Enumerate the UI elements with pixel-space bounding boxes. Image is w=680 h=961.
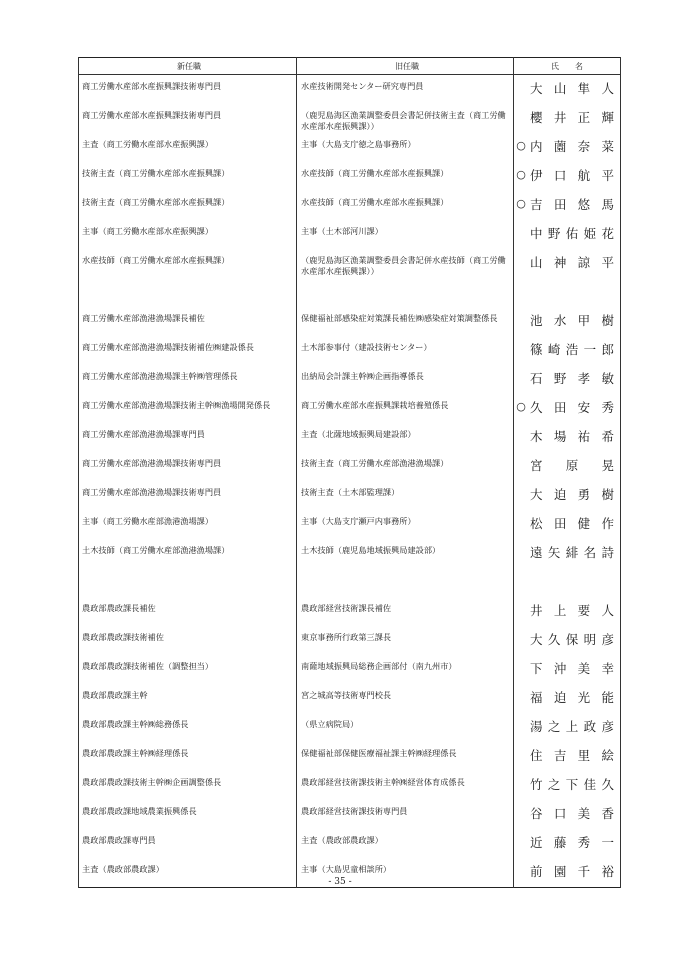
old-post-cell — [297, 133, 514, 162]
old-post-text: 水産技師（商工労働水産部水産振興課） — [301, 196, 449, 207]
new-appointee-mark: ○ — [516, 197, 526, 210]
person-name: 内薗奈菜 — [530, 138, 614, 154]
header-row — [79, 58, 621, 75]
new-post-cell — [79, 742, 297, 771]
person-name: 木場祐希 — [530, 428, 614, 444]
person-name: 吉田悠馬 — [530, 196, 614, 212]
old-post-text: 技術主査（土木部監理課） — [301, 486, 400, 497]
name-wrap — [514, 394, 620, 416]
spacer-cell — [297, 568, 514, 597]
old-post-cell — [297, 220, 514, 249]
name-wrap — [514, 220, 620, 242]
new-post-cell — [79, 191, 297, 220]
person-name: 久田安秀 — [530, 399, 614, 415]
name-wrap — [514, 771, 620, 793]
table-row — [79, 771, 621, 800]
person-name: 前園千裕 — [530, 863, 614, 879]
name-cell — [514, 655, 621, 684]
name-wrap — [514, 249, 620, 271]
old-post-cell — [297, 713, 514, 742]
new-post-text: 商工労働水産部水産振興課技術専門員 — [82, 81, 222, 91]
old-post-text: 技術主査（商工労働水産部漁港漁場課） — [301, 457, 449, 468]
name-wrap — [514, 423, 620, 445]
new-post-text: 農政部農政課主幹㈱経理係長 — [82, 747, 189, 758]
name-cell — [514, 829, 621, 858]
person-name: 大迫勇樹 — [530, 486, 614, 502]
name-cell — [514, 104, 621, 133]
new-post-cell — [79, 539, 297, 568]
old-post-text: （鹿児島海区漁業調整委員会書記併技術主査（商工労働水産部水産振興課）） — [301, 109, 506, 131]
name-cell — [514, 191, 621, 220]
old-post-text: 農政部経営技術課技術主幹㈱経営体育成係長 — [301, 776, 465, 787]
table-row — [79, 249, 621, 278]
new-post-cell — [79, 75, 297, 104]
old-post-text: 主査（農政部農政課） — [301, 834, 383, 845]
table-row — [79, 800, 621, 829]
old-post-cell — [297, 626, 514, 655]
old-post-text: 出納局会計課主幹㈱企画指導係長 — [301, 370, 424, 381]
table-row — [79, 510, 621, 539]
old-post-cell — [297, 684, 514, 713]
name-cell — [514, 713, 621, 742]
table-row — [79, 452, 621, 481]
table-row — [79, 423, 621, 452]
name-wrap — [514, 336, 620, 358]
new-post-cell — [79, 684, 297, 713]
new-post-cell — [79, 394, 297, 423]
old-post-cell — [297, 365, 514, 394]
new-post-cell — [79, 829, 297, 858]
table-row — [79, 133, 621, 162]
table-row — [79, 220, 621, 249]
new-post-text: 水産技師（商工労働水産部水産振興課） — [82, 254, 230, 265]
old-post-cell — [297, 162, 514, 191]
person-name: 山神諒平 — [530, 254, 614, 270]
personnel-table — [78, 57, 621, 888]
new-post-text: 農政部農政課長補佐 — [82, 602, 156, 613]
old-post-text: 主事（大島支庁瀬戸内事務所） — [301, 515, 416, 526]
old-post-text: 主事（大島支庁徳之島事務所） — [301, 138, 416, 149]
name-wrap — [514, 713, 620, 735]
new-post-cell — [79, 713, 297, 742]
table-row — [79, 713, 621, 742]
name-wrap — [514, 162, 620, 184]
person-name: 池水甲樹 — [530, 312, 614, 328]
name-cell — [514, 220, 621, 249]
person-name: 石野孝敏 — [530, 370, 614, 386]
new-post-text: 商工労働水産部漁港漁場課技術主幹㈱漁場開発係長 — [82, 399, 271, 410]
new-post-cell — [79, 626, 297, 655]
old-post-text: 水産技師（商工労働水産部水産振興課） — [301, 167, 449, 178]
table-row — [79, 162, 621, 191]
new-post-cell — [79, 336, 297, 365]
person-name: 遠矢緋名詩 — [530, 544, 614, 560]
name-wrap — [514, 104, 620, 126]
name-wrap — [514, 597, 620, 619]
new-post-text: 商工労働水産部漁港漁場課長補佐 — [82, 312, 205, 323]
person-name: 谷口美香 — [530, 805, 614, 821]
table-row — [79, 394, 621, 423]
name-wrap — [514, 539, 620, 561]
new-appointee-mark: ○ — [516, 168, 526, 181]
page-number: - 35 - — [328, 877, 352, 887]
new-post-cell — [79, 365, 297, 394]
table-row — [79, 191, 621, 220]
person-name: 湯之上政彦 — [530, 718, 614, 734]
new-post-cell — [79, 800, 297, 829]
new-post-cell — [79, 481, 297, 510]
person-name: 下沖美幸 — [530, 660, 614, 676]
new-post-text: 農政部農政課技術補佐（調整担当） — [82, 660, 214, 671]
new-post-cell — [79, 249, 297, 278]
name-wrap — [514, 510, 620, 532]
old-post-text: 水産技術開発センター研究専門員 — [301, 81, 424, 91]
old-post-text: 商工労働水産部水産振興課栽培養殖係長 — [301, 399, 449, 410]
name-cell — [514, 75, 621, 104]
name-cell — [514, 742, 621, 771]
old-post-cell — [297, 452, 514, 481]
person-name: 中野佑姫花 — [530, 225, 614, 241]
table-row — [79, 336, 621, 365]
person-name: 大山隼人 — [530, 81, 614, 96]
old-post-text: 南薩地域振興局総務企画部付（南九州市） — [301, 660, 457, 671]
name-wrap — [514, 742, 620, 764]
old-post-cell — [297, 771, 514, 800]
new-post-text: 主事（商工労働水産部水産振興課） — [82, 225, 214, 236]
name-cell — [514, 452, 621, 481]
table-row — [79, 307, 621, 336]
table-row — [79, 75, 621, 104]
header-name: 氏 名 — [514, 58, 621, 75]
old-post-cell — [297, 800, 514, 829]
old-post-cell — [297, 423, 514, 452]
person-name: 竹之下佳久 — [530, 776, 614, 792]
header-old-post: 旧任職 — [297, 58, 514, 75]
person-name: 井上要人 — [530, 602, 614, 618]
table-row — [79, 684, 621, 713]
new-post-text: 商工労働水産部漁港漁場課専門員 — [82, 428, 205, 439]
name-wrap — [514, 75, 620, 97]
old-post-cell — [297, 481, 514, 510]
new-post-text: 主事（商工労働水産部漁港漁場課） — [82, 515, 214, 526]
name-cell — [514, 336, 621, 365]
person-name: 松田健作 — [530, 515, 614, 531]
old-post-text: （県立病院局） — [301, 718, 359, 729]
old-post-text: 東京事務所行政第三課長 — [301, 631, 392, 642]
old-post-cell — [297, 655, 514, 684]
spacer-cell — [514, 278, 621, 307]
old-post-cell — [297, 249, 514, 278]
new-post-text: 農政部農政課主幹 — [82, 689, 148, 700]
new-post-text: 商工労働水産部漁港漁場課技術補佐㈱建設係長 — [82, 341, 254, 352]
new-post-cell — [79, 423, 297, 452]
old-post-text: 保健福祉部保健医療福祉課主幹㈱経理係長 — [301, 747, 457, 758]
table-row — [79, 597, 621, 626]
new-post-text: 農政部農政課技術主幹㈱企画調整係長 — [82, 776, 222, 787]
name-wrap — [514, 191, 620, 213]
table-row — [79, 742, 621, 771]
new-post-text: 商工労働水産部漁港漁場課主幹㈱管理係長 — [82, 370, 238, 381]
old-post-text: 宮之城高等技術専門校長 — [301, 689, 392, 700]
new-post-cell — [79, 655, 297, 684]
name-cell — [514, 365, 621, 394]
person-name: 宮原晃 — [530, 457, 614, 473]
old-post-text: 主事（土木部河川課） — [301, 225, 383, 236]
old-post-cell — [297, 191, 514, 220]
person-name: 櫻井正輝 — [530, 109, 614, 125]
new-post-cell — [79, 597, 297, 626]
table-row — [79, 655, 621, 684]
new-post-text: 技術主査（商工労働水産部水産振興課） — [82, 167, 230, 178]
new-post-text: 農政部農政課地域農業振興係長 — [82, 805, 197, 816]
name-wrap — [514, 800, 620, 822]
person-name: 福迫光能 — [530, 689, 614, 705]
new-post-text: 商工労働水産部漁港漁場課技術専門員 — [82, 486, 222, 497]
name-cell — [514, 423, 621, 452]
name-wrap — [514, 452, 620, 474]
old-post-text: 主事（大島児童相談所） — [301, 863, 392, 874]
name-cell — [514, 510, 621, 539]
new-post-cell — [79, 307, 297, 336]
new-post-cell — [79, 133, 297, 162]
new-post-cell — [79, 452, 297, 481]
old-post-cell — [297, 597, 514, 626]
header-new-post: 新任職 — [79, 58, 297, 75]
new-post-cell — [79, 771, 297, 800]
name-cell — [514, 539, 621, 568]
name-wrap — [514, 133, 620, 155]
old-post-text: （鹿児島海区漁業調整委員会書記併水産技師（商工労働水産部水産振興課）） — [301, 254, 506, 276]
new-post-text: 土木技師（商工労働水産部漁港漁場課） — [82, 544, 230, 555]
old-post-cell — [297, 829, 514, 858]
person-name: 大久保明彦 — [530, 631, 614, 647]
old-post-cell — [297, 539, 514, 568]
name-wrap — [514, 655, 620, 677]
new-post-cell — [79, 220, 297, 249]
group-spacer — [79, 278, 621, 307]
new-post-cell — [79, 162, 297, 191]
old-post-cell — [297, 104, 514, 133]
new-appointee-mark: ○ — [516, 400, 526, 413]
table-row — [79, 829, 621, 858]
old-post-text: 土木部参事付（建設技術センター） — [301, 341, 432, 352]
name-cell — [514, 307, 621, 336]
name-wrap — [514, 829, 620, 851]
spacer-cell — [297, 278, 514, 307]
new-post-text: 主査（農政部農政課） — [82, 863, 164, 874]
table-row — [79, 539, 621, 568]
old-post-text: 土木技師（鹿児島地域振興局建設部） — [301, 544, 441, 555]
new-post-text: 主査（商工労働水産部水産振興課） — [82, 138, 214, 149]
new-appointee-mark: ○ — [516, 139, 526, 152]
name-wrap — [514, 307, 620, 329]
name-cell — [514, 249, 621, 278]
new-post-cell — [79, 510, 297, 539]
group-spacer — [79, 568, 621, 597]
name-cell — [514, 162, 621, 191]
name-cell — [514, 597, 621, 626]
old-post-cell — [297, 394, 514, 423]
name-cell — [514, 684, 621, 713]
name-cell — [514, 481, 621, 510]
new-post-text: 商工労働水産部水産振興課技術専門員 — [82, 109, 222, 120]
old-post-cell — [297, 742, 514, 771]
name-cell — [514, 771, 621, 800]
name-cell — [514, 626, 621, 655]
old-post-text: 保健福祉部感染症対策課長補佐㈱感染症対策調整係長 — [301, 312, 498, 323]
old-post-cell — [297, 510, 514, 539]
name-wrap — [514, 365, 620, 387]
new-post-cell — [79, 104, 297, 133]
table-row — [79, 626, 621, 655]
person-name: 近藤秀一 — [530, 834, 614, 850]
new-post-text: 農政部農政課専門員 — [82, 834, 156, 845]
old-post-cell — [297, 336, 514, 365]
old-post-text: 農政部経営技術課長補佐 — [301, 602, 392, 613]
table-row — [79, 481, 621, 510]
name-cell — [514, 394, 621, 423]
old-post-text: 農政部経営技術課技術専門員 — [301, 805, 408, 816]
person-name: 篠崎浩一郎 — [530, 341, 614, 357]
person-name: 伊口航平 — [530, 167, 614, 183]
name-cell — [514, 133, 621, 162]
old-post-cell — [297, 307, 514, 336]
new-post-text: 農政部農政課主幹㈱総務係長 — [82, 718, 189, 729]
new-post-text: 商工労働水産部漁港漁場課技術専門員 — [82, 457, 222, 468]
person-name: 住吉里絵 — [530, 747, 614, 763]
old-post-cell — [297, 75, 514, 104]
spacer-cell — [79, 568, 297, 597]
table-body — [79, 75, 621, 888]
old-post-text: 主査（北薩地域振興局建設部） — [301, 428, 416, 439]
name-wrap — [514, 684, 620, 706]
new-post-text: 農政部農政課技術補佐 — [82, 631, 164, 642]
table-row — [79, 104, 621, 133]
name-cell — [514, 800, 621, 829]
spacer-cell — [514, 568, 621, 597]
spacer-cell — [79, 278, 297, 307]
name-wrap — [514, 481, 620, 503]
new-post-text: 技術主査（商工労働水産部水産振興課） — [82, 196, 230, 207]
table-row — [79, 365, 621, 394]
name-wrap — [514, 626, 620, 648]
